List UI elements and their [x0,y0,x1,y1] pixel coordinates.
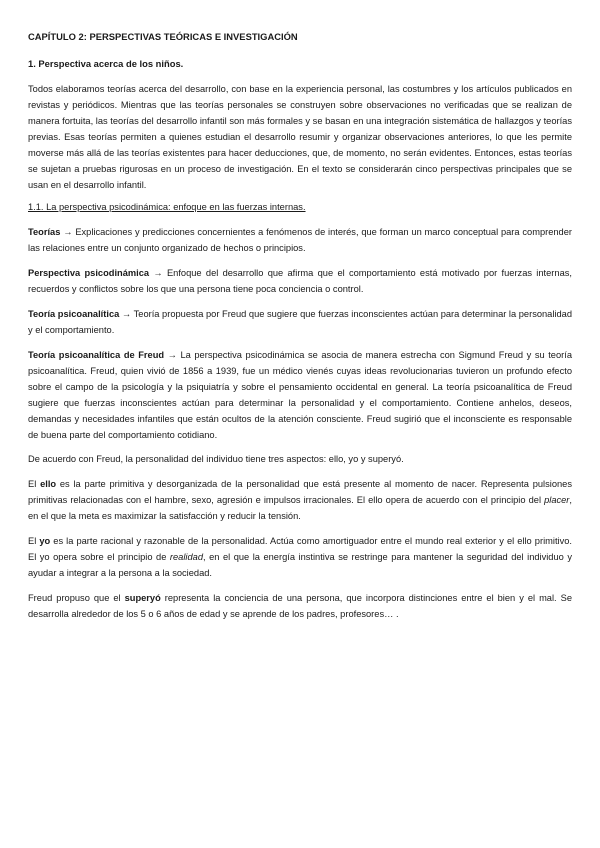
yo-text-1: es la parte racional y razonable de la personalidad. Actúa como amortiguador entre el mundo real exterior y el ello primitivo. El yo opera sobre el principio de [28,536,572,562]
definition-text: Explicaciones y predicciones concernientes a fenómenos de interés, que forman un marco conceptual para comprender las relaciones entre un conjunto organizado de hechos o principios. [28,227,572,253]
yo-paragraph [28,533,572,581]
yo-term: yo [39,536,51,546]
arrow-glyph: → [121,309,132,319]
definition-perspectiva-psicodinamica [28,265,572,297]
yo-text-2: , en el que la energía instintiva se restringe para mantener la seguridad del individuo y ayudar a integrar a la persona a la sociedad. [28,552,572,578]
subsection-heading: 1.1. La perspectiva psicodinámica: enfoque en las fuerzas internas. [28,202,306,212]
definition-term: Teoría psicoanalítica de Freud [28,350,165,360]
superyo-text: representa la conciencia de una persona, que incorpora distinciones entre el bien y el mal. Se desarrolla alrededor de los 5 o 6 años de edad y se aprende de los padres, profesores… . [28,593,572,619]
definition-teoria-psicoanalitica [28,306,572,338]
intro-paragraph: Todos elaboramos teorías acerca del desarrollo, con base en la experiencia personal, las costumbres y los artículos publicados en revistas y periódicos. Mientras que las teorías personales se construyen sobre observaciones no verificadas que se realizan de manera fortuita, las teorías del desarrollo infantil son más formales y se basan en una integración sistemática de hallazgos y teorías previas. Esas teorías permiten a quienes estudian el desarrollo resumir y organizar observaciones anteriores, lo que les permite moverse más allá de las teorías existentes para hacer deducciones, que, de momento, no serán evidentes. Entonces, estas teorías se sujetan a pruebas rigurosas en un proceso de investigación. En el texto se considerarán cinco perspectivas principales que se usan en el desarrollo infantil. [28,84,572,190]
arrow-glyph: → [167,350,177,360]
arrow-glyph: → [153,268,163,278]
definition-text: Teoría propuesta por Freud que sugiere que fuerzas inconscientes actúan para determinar la personalidad y el comportamiento. [28,309,572,335]
yo-pre: El [28,536,40,546]
superyo-term: superyó [124,593,161,603]
ello-italic: placer [544,495,570,505]
definition-text: Enfoque del desarrollo que afirma que el comportamiento está motivado por fuerzas internas, recuerdos y conflictos sobre los que una persona tiene poca conciencia o control. [28,268,572,294]
chapter-title: CAPÍTULO 2: PERSPECTIVAS TEÓRICAS E INVESTIGACIÓN [28,31,298,42]
ello-text-2: , en el que la meta es maximizar la satisfacción y reducir la tensión. [28,495,572,521]
superyo-pre: Freud propuso que el [28,593,125,603]
definition-teoria-freud [28,347,572,443]
ello-pre: El [28,479,41,489]
definition-teorias [28,224,572,256]
definition-term: Teorías [28,227,61,237]
ello-term: ello [40,479,57,489]
arrow-glyph: → [63,227,73,237]
personality-intro-paragraph: De acuerdo con Freud, la personalidad del individuo tiene tres aspectos: ello, yo y superyó. [28,454,404,464]
ello-text-1: es la parte primitiva y desorganizada de la personalidad que está presente al momento de nacer. Representa pulsiones primitivas relacionadas con el hambre, sexo, agresión e impulsos irracionales. El ello opera de acuerdo con el principio del [28,479,572,505]
superyo-paragraph [28,590,572,622]
definition-term: Perspectiva psicodinámica [28,268,150,278]
definition-text: La perspectiva psicodinámica se asocia de manera estrecha con Sigmund Freud y su teoría psicoanalítica. Freud, quien vivió de 1856 a 1939, fue un médico vienés cuyas ideas revolucionarias tuvieron un profundo efecto sobre el campo de la psicología y la psiquiatría y sobre el pensamiento occidental en general. La teoría psicoanalítica de Freud sugiere que fuerzas inconscientes actúan para determinar la personalidad y el comportamiento. Contiene anhelos, deseos, demandas y necesidades infantiles que están ocultos de la atención consciente. Freud sugirió que el inconsciente es responsable de buena parte del comportamiento cotidiano. [28,350,572,440]
definition-term: Teoría psicoanalítica [28,309,120,319]
yo-italic: realidad [169,552,203,562]
ello-paragraph [28,476,572,524]
section-heading: 1. Perspectiva acerca de los niños. [28,58,184,69]
